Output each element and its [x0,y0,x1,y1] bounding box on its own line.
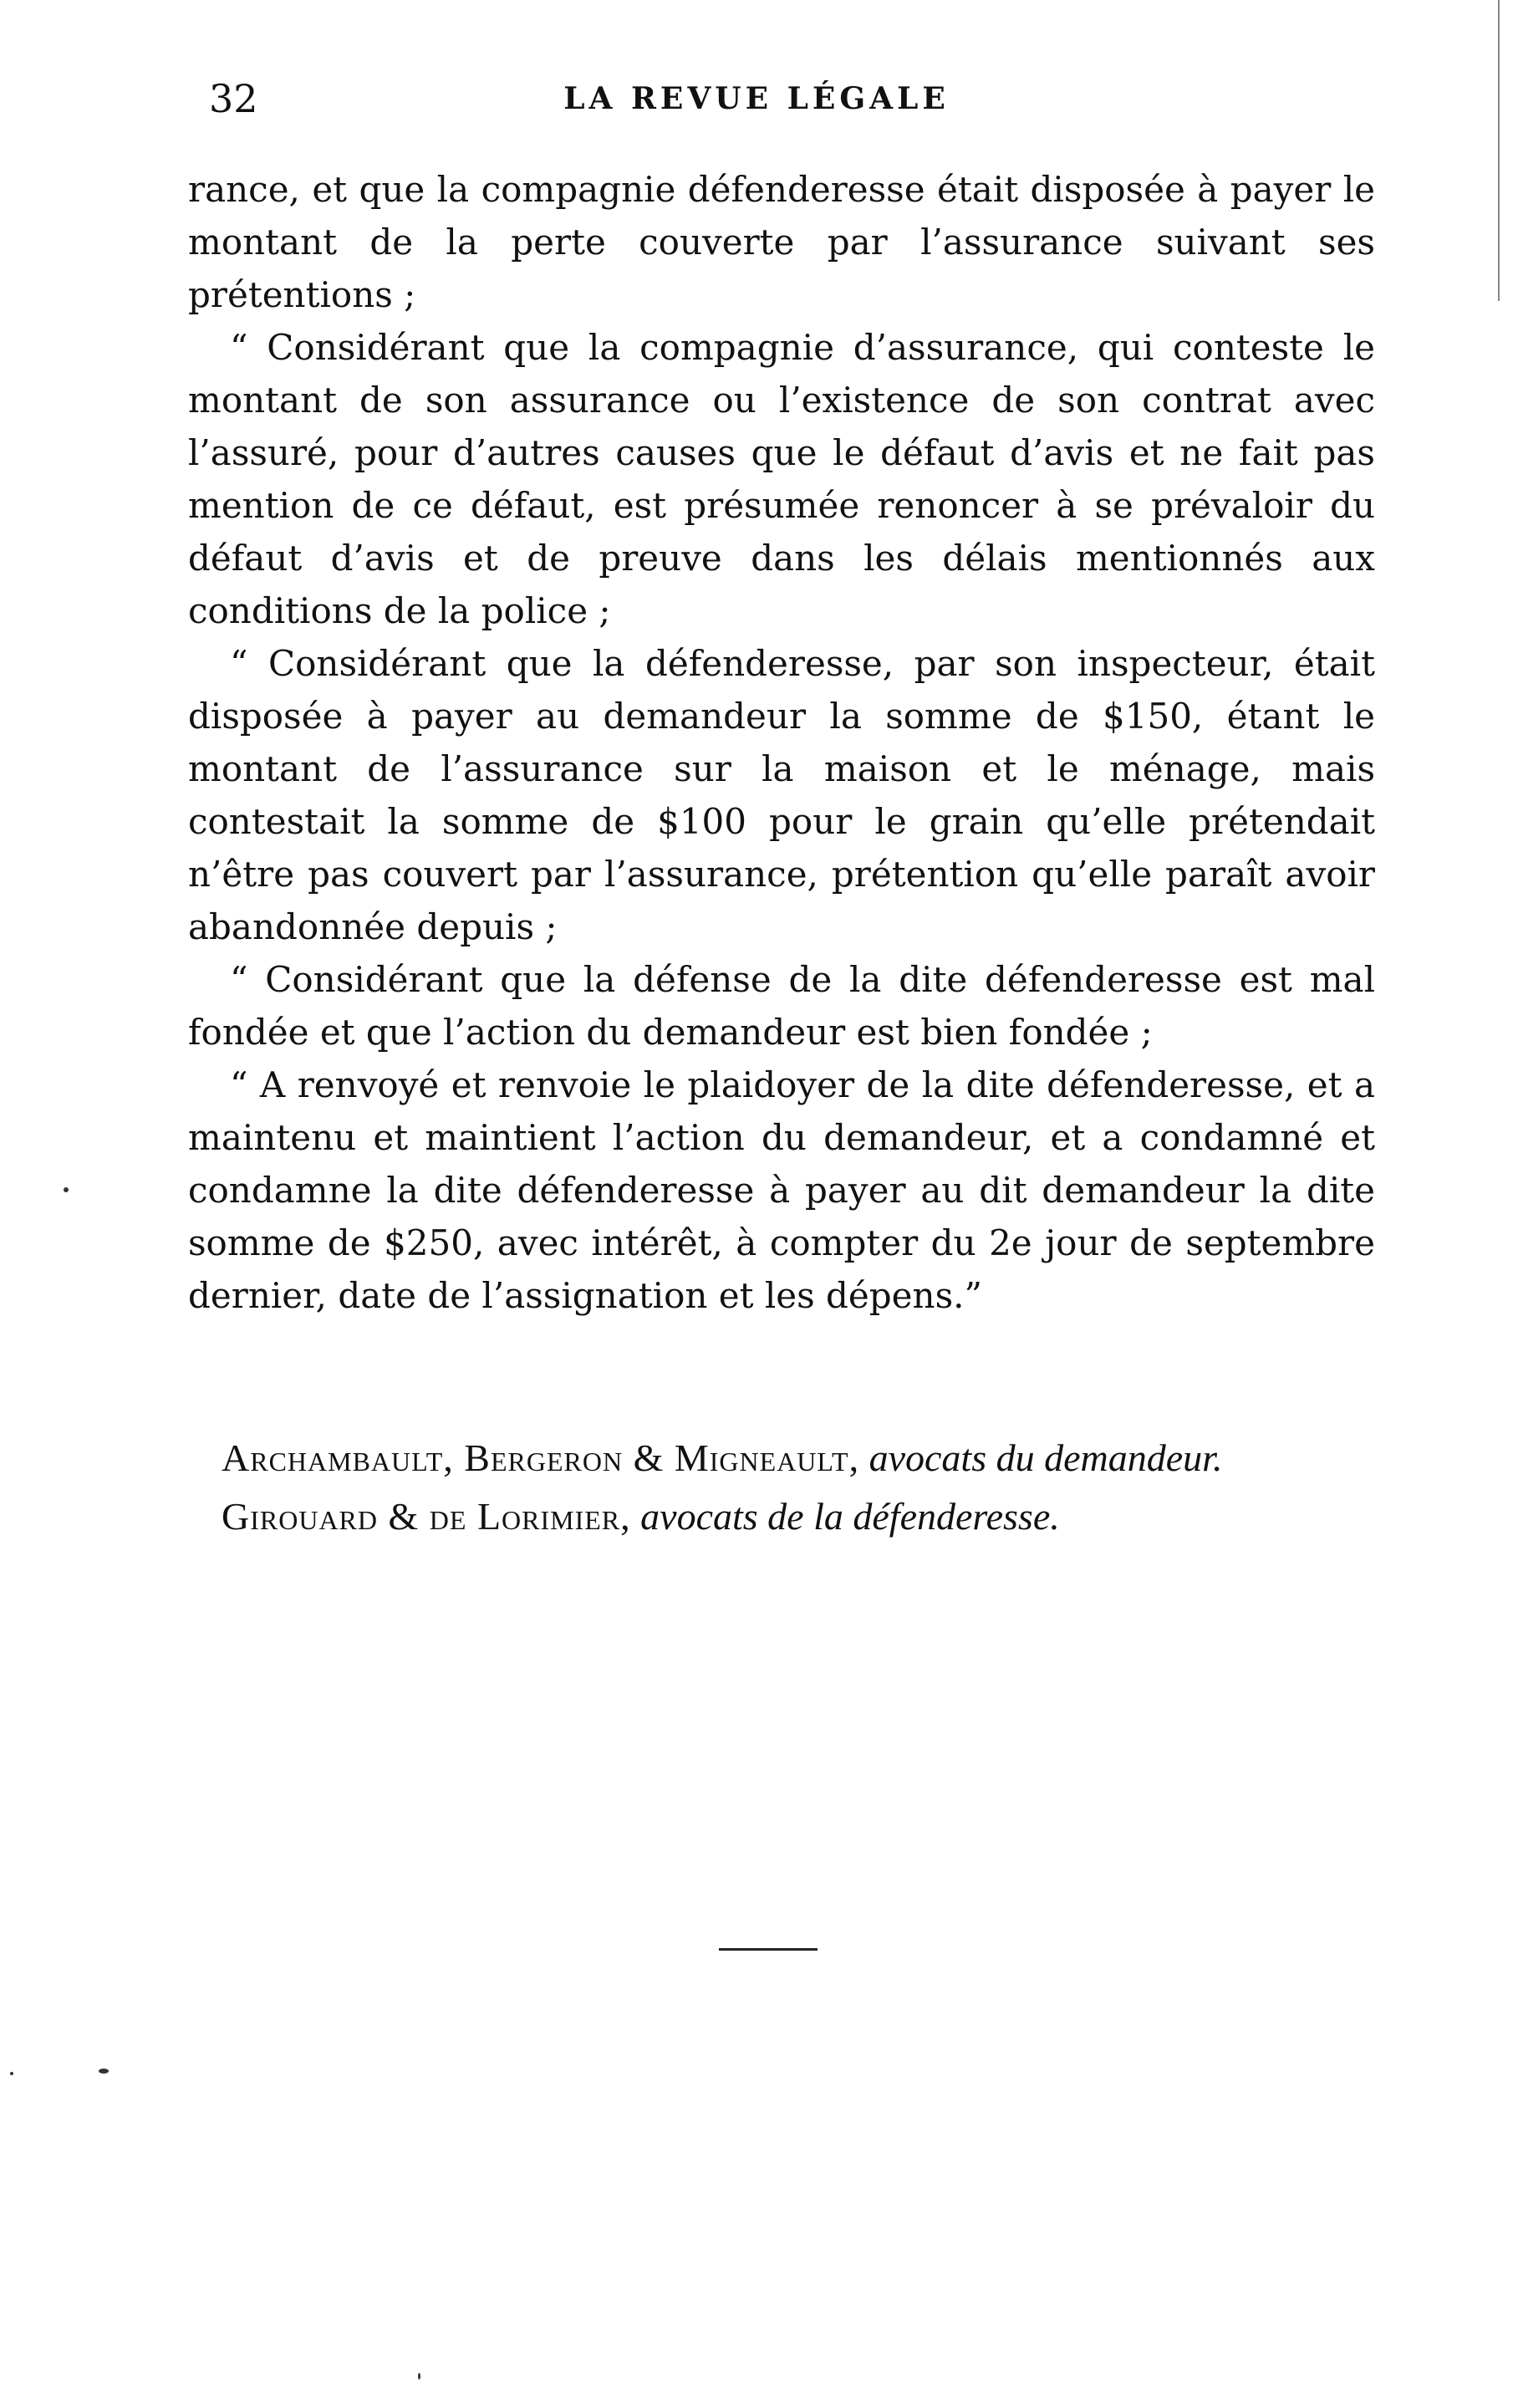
scan-speck [99,2069,109,2074]
paragraph-considerant-3: “ Considérant que la défense de la dite défenderesse est mal fondée et que l’action du demandeur est bien fondée ; [188,959,1375,1053]
plaintiff-counsel-names: Archambault, Bergeron & Migneault, [222,1436,860,1479]
scan-speck [10,2072,13,2075]
paragraph-judgment: “ A renvoyé et renvoie le plaidoyer de la dite défenderesse, et a maintenu et maintient l’action du demandeur, et a condamné et condamne la dite défenderesse à payer au dit demandeur la dite somme de $250, avec intérêt, à compter du 2e jour de septembre dernier, date de l’assignation et les dépens.” [188,1064,1375,1316]
page-number: 32 [209,76,258,121]
counsel-signatures [188,1431,1375,1548]
running-title: LA REVUE LÉGALE [563,81,950,116]
closing-rule [719,1948,818,1951]
page-edge-line [1498,0,1500,301]
body-text [188,163,1375,1322]
signature-plaintiff-counsel [188,1431,1375,1485]
paragraph-continuation: rance, et que la compagnie défenderesse était disposée à payer le montant de la perte couverte par l’assurance suivant ses prétentions ; [188,169,1375,315]
signature-defendant-counsel [188,1490,1375,1543]
plaintiff-counsel-role: avocats du demandeur. [869,1436,1223,1479]
scan-speck [64,1187,69,1192]
defendant-counsel-role: avocats de la défenderesse. [640,1495,1060,1538]
paragraph-considerant-1: “ Considérant que la compagnie d’assurance, qui conteste le montant de son assurance ou l’existence de son contrat avec l’assuré, pour d’autres causes que le défaut d’avis et ne fait pas mention de ce défaut, est présumée renoncer à se prévaloir du défaut d’avis et de preuve dans les délais mentionnés aux conditions de la police ; [188,327,1375,631]
defendant-counsel-names: Girouard & de Lorimier, [222,1495,631,1538]
paragraph-considerant-2: “ Considérant que la défenderesse, par son inspecteur, était disposée à payer au demandeur la somme de $150, étant le montant de l’assurance sur la maison et le ménage, mais contestait la somme de $100 pour le grain qu’elle prétendait n’être pas couvert par l’assurance, prétention qu’elle paraît avoir abandonnée depuis ; [188,643,1375,947]
scan-speck [418,2373,420,2380]
page-header [0,74,1513,124]
